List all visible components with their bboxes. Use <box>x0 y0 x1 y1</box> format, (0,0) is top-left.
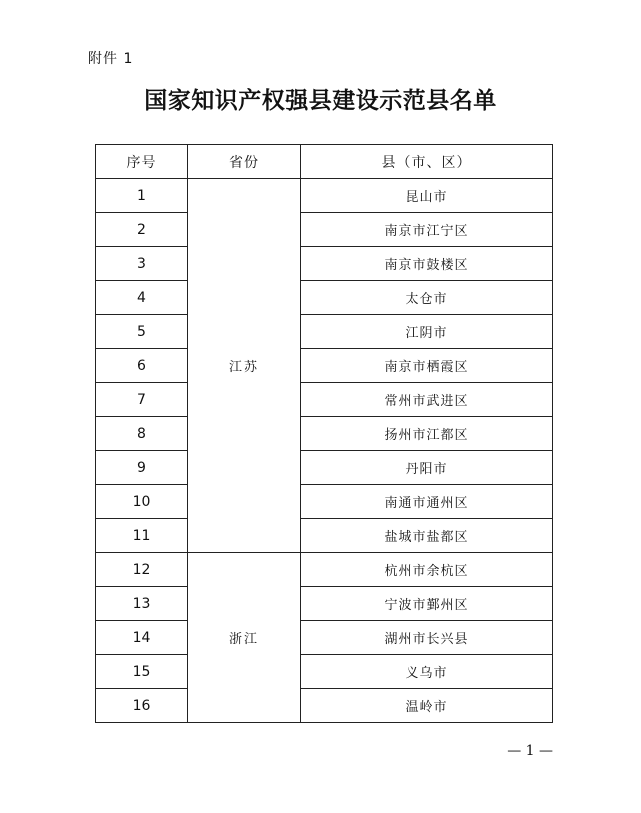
attachment-label: 附件 1 <box>88 51 134 67</box>
county-cell: 江阴市 <box>301 315 553 349</box>
row-index: 8 <box>96 417 188 451</box>
county-cell: 太仓市 <box>301 281 553 315</box>
county-cell: 义乌市 <box>301 655 553 689</box>
table-header-row <box>96 145 553 179</box>
table-row <box>96 349 553 383</box>
header-index: 序号 <box>96 145 188 179</box>
table-row <box>96 383 553 417</box>
row-index: 7 <box>96 383 188 417</box>
row-index: 11 <box>96 519 188 553</box>
province-cell: 浙江 <box>188 553 301 723</box>
county-cell: 南通市通州区 <box>301 485 553 519</box>
county-cell: 湖州市长兴县 <box>301 621 553 655</box>
table-row <box>96 655 553 689</box>
county-cell: 杭州市余杭区 <box>301 553 553 587</box>
county-cell: 南京市江宁区 <box>301 213 553 247</box>
county-cell: 盐城市盐都区 <box>301 519 553 553</box>
county-cell: 常州市武进区 <box>301 383 553 417</box>
row-index: 16 <box>96 689 188 723</box>
table-row <box>96 213 553 247</box>
row-index: 6 <box>96 349 188 383</box>
province-cell: 江苏 <box>188 179 301 553</box>
page-number: — 1 — <box>507 743 553 759</box>
table-row <box>96 587 553 621</box>
county-cell: 丹阳市 <box>301 451 553 485</box>
row-index: 3 <box>96 247 188 281</box>
county-cell: 宁波市鄞州区 <box>301 587 553 621</box>
table-row <box>96 451 553 485</box>
row-index: 15 <box>96 655 188 689</box>
table-row <box>96 621 553 655</box>
county-cell: 昆山市 <box>301 179 553 213</box>
county-list-table <box>95 144 553 723</box>
table-row <box>96 519 553 553</box>
table-row <box>96 179 553 213</box>
row-index: 13 <box>96 587 188 621</box>
table-row <box>96 689 553 723</box>
row-index: 12 <box>96 553 188 587</box>
table-body <box>96 179 553 723</box>
row-index: 1 <box>96 179 188 213</box>
table-row <box>96 315 553 349</box>
table-row <box>96 553 553 587</box>
table-row <box>96 417 553 451</box>
row-index: 2 <box>96 213 188 247</box>
page-number-container <box>0 743 641 759</box>
county-cell: 扬州市江都区 <box>301 417 553 451</box>
table-row <box>96 485 553 519</box>
header-county: 县（市、区） <box>301 145 553 179</box>
table-row <box>96 281 553 315</box>
row-index: 5 <box>96 315 188 349</box>
county-cell: 温岭市 <box>301 689 553 723</box>
row-index: 9 <box>96 451 188 485</box>
row-index: 14 <box>96 621 188 655</box>
row-index: 4 <box>96 281 188 315</box>
county-cell: 南京市栖霞区 <box>301 349 553 383</box>
county-cell: 南京市鼓楼区 <box>301 247 553 281</box>
table-row <box>96 247 553 281</box>
header-province: 省份 <box>188 145 301 179</box>
document-title: 国家知识产权强县建设示范县名单 <box>144 87 497 114</box>
row-index: 10 <box>96 485 188 519</box>
